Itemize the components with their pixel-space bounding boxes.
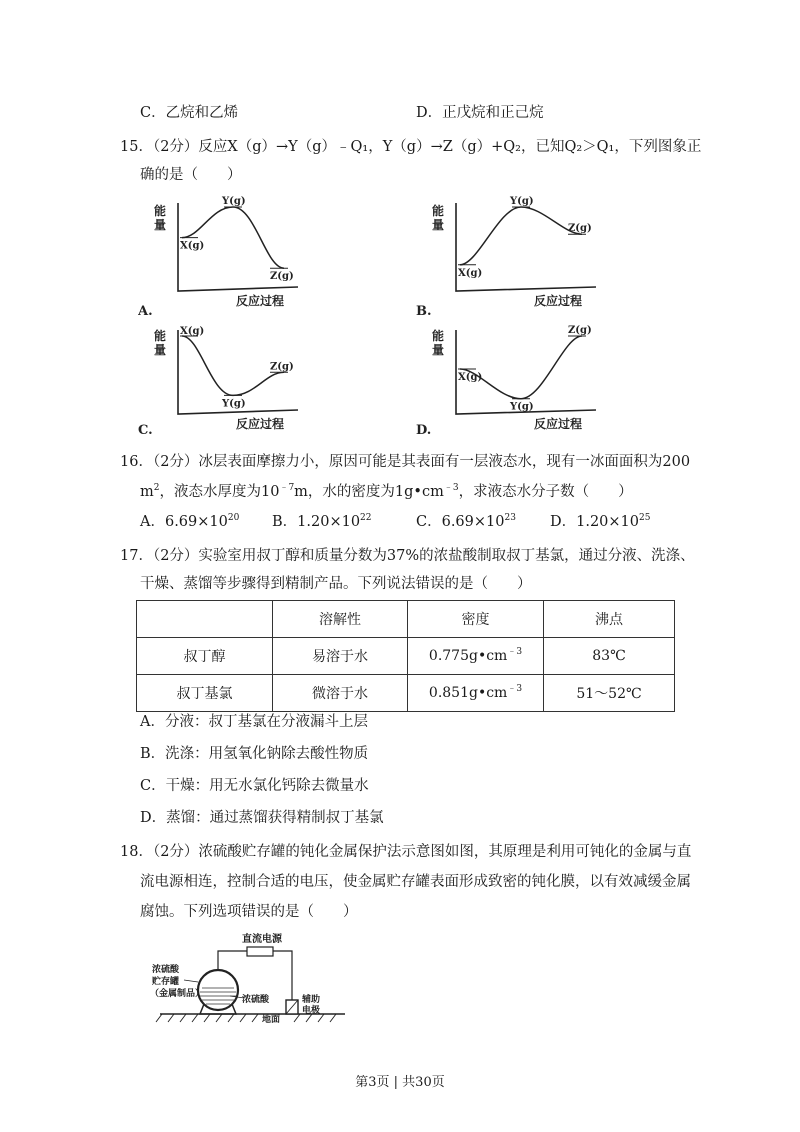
question-stem: （2分）实验室用叔丁醇和质量分数为37%的浓盐酸制取叔丁基氯，通过分液、洗涤、 <box>152 548 695 564</box>
label-x: X(g) <box>458 372 483 383</box>
label-z: Z(g) <box>568 223 592 235</box>
label-x: X(g) <box>180 326 205 337</box>
option-d: D．正戊烷和正己烷 <box>416 105 544 121</box>
table-cell: 微溶于水 <box>273 675 408 712</box>
option-label: D. <box>416 423 432 438</box>
option-label: A. <box>138 304 153 319</box>
table-cell: 83℃ <box>544 638 675 675</box>
y-axis-label: 量 <box>432 343 445 357</box>
power-source <box>247 947 273 956</box>
label-z: Z(g) <box>270 271 294 283</box>
table-header-cell: 溶解性 <box>273 601 408 638</box>
energy-curve <box>460 207 582 265</box>
table-cell: 叔丁醇 <box>137 638 273 675</box>
power-label: 直流电源 <box>242 934 282 945</box>
option-d: D．蒸馏：通过蒸馏获得精制叔丁基氯 <box>140 810 384 826</box>
tank-label-2: 贮存罐 <box>152 977 180 987</box>
y-axis-label: 能 <box>154 329 167 343</box>
question-17 <box>120 546 695 566</box>
ground-label: 地面 <box>262 1015 281 1025</box>
table-cell: $0.851g•cm^{﹣3}$ <box>408 675 544 712</box>
property-table <box>136 600 675 712</box>
y-axis-label: 能 <box>432 204 445 218</box>
table-cell: 51～52℃ <box>544 675 675 712</box>
electrode-label-2: 电极 <box>302 1006 321 1016</box>
table-cell: 易溶于水 <box>273 638 408 675</box>
x-axis-label: 反应过程 <box>534 417 583 431</box>
question-stem: （2分）冰层表面摩擦力小，原因可能是其表面有一层液态水，现有一冰面面积为200 <box>152 454 691 470</box>
option-c: C．干燥：用无水氯化钙除去微量水 <box>140 778 369 794</box>
option-b: B．洗涤：用氢氧化钠除去酸性物质 <box>140 746 369 762</box>
table-header-cell: 密度 <box>408 601 544 638</box>
table-cell: $0.775g•cm^{﹣3}$ <box>408 638 544 675</box>
label-y: Y(g) <box>222 398 246 410</box>
electrode-label-1: 辅助 <box>302 995 321 1005</box>
option-c: C．乙烷和乙烯 <box>140 105 239 121</box>
label-y: Y(g) <box>510 401 534 413</box>
wire-left <box>218 951 247 972</box>
page-footer: 第3页 | 共30页 <box>355 1075 445 1090</box>
option-d: D．$1.20\times 10^{25}$ <box>550 513 651 530</box>
wire-right <box>273 951 292 1000</box>
x-axis-label: 反应过程 <box>534 294 583 308</box>
tank-label-3: （金属制品） <box>150 989 205 999</box>
question-number: 17． <box>120 548 153 564</box>
option-label: C. <box>138 423 153 438</box>
option-b: B．$1.20\times 10^{22}$ <box>272 513 372 530</box>
energy-curve <box>460 336 582 399</box>
option-c: C．$6.69\times 10^{23}$ <box>416 513 516 530</box>
energy-curve <box>182 336 284 395</box>
question-stem: （2分）反应X（g）→Y（g）﹣Q₁，Y（g）→Z（g）+Q₂，已知Q₂＞Q₁，下列图象正 <box>152 139 702 155</box>
acid-label: 浓硫酸 <box>242 995 270 1005</box>
question-18-line2: 流电源相连，控制合适的电压，使金属贮存罐表面形成致密的钝化膜，以有效减缓金属 <box>140 874 691 890</box>
question-number: 16． <box>120 454 153 470</box>
tank-pointer <box>184 980 198 982</box>
label-z: Z(g) <box>270 361 294 373</box>
option-label: B. <box>416 304 432 319</box>
label-y: Y(g) <box>510 196 534 207</box>
energy-graph-d <box>416 322 596 442</box>
table-row <box>137 638 675 675</box>
y-axis-label: 能 <box>154 204 167 218</box>
question-number: 18． <box>120 844 153 860</box>
y-axis-label: 量 <box>154 218 167 232</box>
label-x: X(g) <box>458 267 483 279</box>
table-header-row <box>137 601 675 638</box>
question-18 <box>120 842 691 862</box>
energy-graph-c <box>138 322 298 442</box>
question-stem: （2分）浓硫酸贮存罐的钝化金属保护法示意图如图，其原理是利用可钝化的金属与直 <box>152 844 692 860</box>
y-axis-label: 量 <box>432 218 445 232</box>
y-axis-label: 能 <box>432 329 445 343</box>
table-cell: 叔丁基氯 <box>137 675 273 712</box>
x-axis-label: 反应过程 <box>236 294 285 308</box>
y-axis-label: 量 <box>154 343 167 357</box>
question-15-line2: 确的是（ ） <box>140 167 242 183</box>
passivation-diagram <box>150 930 350 1030</box>
question-15 <box>120 137 701 157</box>
option-a: A．分液：叔丁基氯在分液漏斗上层 <box>140 714 368 730</box>
table-header-cell: 沸点 <box>544 601 675 638</box>
question-number: 15． <box>120 139 153 155</box>
table-header-cell <box>137 601 273 638</box>
question-17-line2: 干燥、蒸馏等步骤得到精制产品。下列说法错误的是（ ） <box>140 576 532 592</box>
table-row <box>137 675 675 712</box>
label-z: Z(g) <box>568 325 592 336</box>
question-16 <box>120 452 690 472</box>
question-16-line2: $m^2$，液态水厚度为$10^{﹣7}m$，水的密度为$1g•cm^{﹣3}$，求液态水分子数（ ） <box>140 483 633 500</box>
energy-graph-a <box>138 193 298 323</box>
question-18-line3: 腐蚀。下列选项错误的是（ ） <box>140 904 358 920</box>
label-x: X(g) <box>180 240 205 252</box>
option-a: A．$6.69\times 10^{20}$ <box>140 513 240 530</box>
tank-label-1: 浓硫酸 <box>152 965 180 975</box>
x-axis-label: 反应过程 <box>236 417 285 431</box>
label-y: Y(g) <box>222 196 246 207</box>
energy-graph-b <box>416 193 596 323</box>
